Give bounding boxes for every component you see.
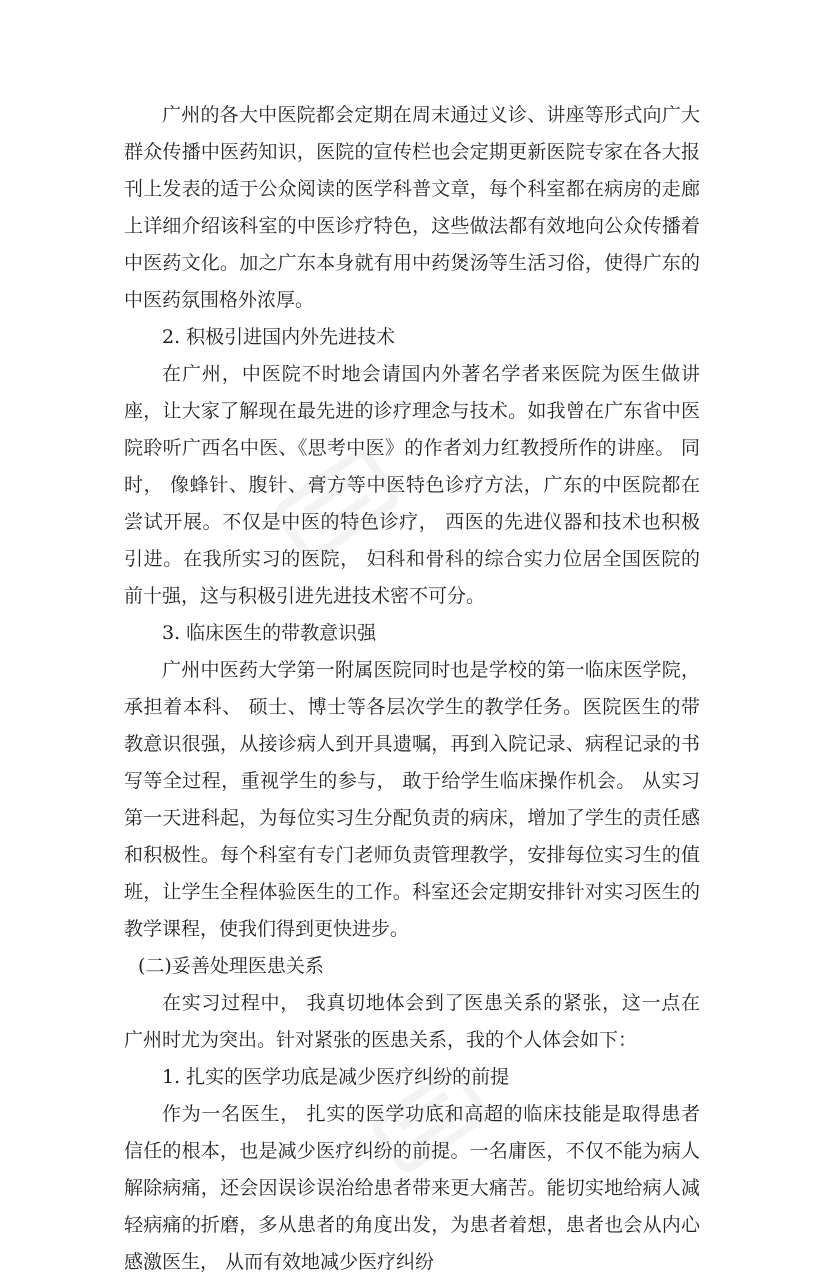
section-heading: 1. 扎实的医学功底是减少医疗纠纷的前提 — [162, 1066, 510, 1088]
section-heading: 2. 积极引进国内外先进技术 — [162, 326, 396, 348]
paragraph: 在广州，中医院不时地会请国内外著名学者来医院为医生做讲座，让大家了解现在最先进的诊疗理念与技术。如我曾在广东省中医院聆听广西名中医、《思考中医》的作者刘力红教授所作的讲座。 同时， 像蜂针、腹针、膏方等中医特色诊疗方法，广东的中医院都在尝试开展。不仅是中医的特色诊疗， 西医的先进仪器和技术也积极引进。在我所实习的医院， 妇科和骨科的综合实力位居全国医院的前十强，这与积极引进先进技术密不可分。 — [124, 363, 700, 607]
document-body — [124, 97, 700, 1281]
section-heading: 3. 临床医生的带教意识强 — [162, 622, 377, 644]
paragraph: 作为一名医生， 扎实的医学功底和高超的临床技能是取得患者信任的根本，也是减少医疗纠纷的前提。一名庸医，不仅不能为病人解除病痛，还会因误诊误治给患者带来更大痛苦。能切实地给病人减轻病痛的折磨，多从患者的角度出发，为患者着想，患者也会从内心感激医生， 从而有效地减少医疗纠纷 — [124, 1103, 700, 1273]
paragraph: 广州中医药大学第一附属医院同时也是学校的第一临床医学院， 承担着本科、 硕士、博士等各层次学生的教学任务。医院医生的带教意识很强，从接诊病人到开具遗嘱，再到入院记录、病程记录的书写等全过程，重视学生的参与， 敢于给学生临床操作机会。 从实习第一天进科起，为每位实习生分配负责的病床，增加了学生的责任感和积极性。每个科室有专门老师负责管理教学，安排每位实习生的值班，让学生全程体验医生的工作。科室还会定期安排针对实习医生的教学课程，使我们得到更快进步。 — [124, 659, 700, 940]
paragraph: 在实习过程中， 我真切地体会到了医患关系的紧张，这一点在广州时尤为突出。针对紧张的医患关系，我的个人体会如下： — [124, 992, 700, 1051]
paragraph: 广州的各大中医院都会定期在周末通过义诊、讲座等形式向广大群众传播中医药知识，医院的宣传栏也会定期更新医院专家在各大报刊上发表的适于公众阅读的医学科普文章，每个科室都在病房的走廊上详细介绍该科室的中医诊疗特色，这些做法都有效地向公众传播着中医药文化。加之广东本身就有用中药煲汤等生活习俗，使得广东的中医药氛围格外浓厚。 — [124, 104, 700, 311]
chapter-heading: (二)妥善处理医患关系 — [138, 955, 324, 977]
